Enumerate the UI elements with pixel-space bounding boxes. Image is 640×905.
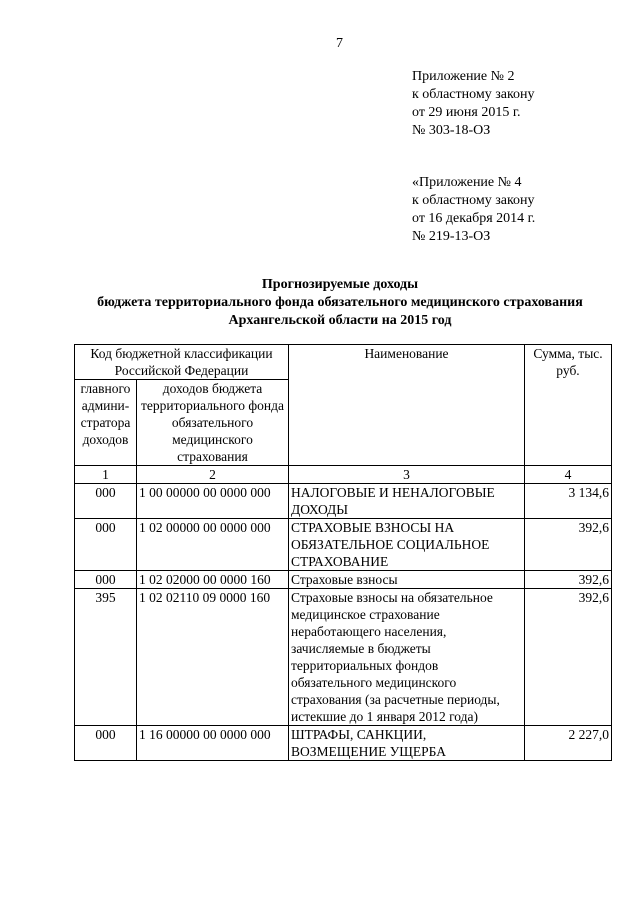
- appendix-4-line: «Приложение № 4: [412, 175, 522, 190]
- appendix-2-line: от 29 июня 2015 г.: [412, 105, 521, 120]
- table-row: [75, 519, 612, 571]
- budget-code: 1 02 02000 00 0000 160: [137, 571, 289, 589]
- table-header-row: [75, 345, 612, 380]
- admin-code: 000: [75, 726, 137, 761]
- table-row: [75, 726, 612, 761]
- income-name: НАЛОГОВЫЕ И НЕНАЛОГОВЫЕ ДОХОДЫ: [289, 484, 525, 519]
- income-sum: 392,6: [525, 519, 612, 571]
- appendix-2-line: к областному закону: [412, 87, 535, 102]
- table-row: [75, 484, 612, 519]
- appendix-2-line: № 303-18-ОЗ: [412, 123, 491, 138]
- appendix-2-reference: [412, 68, 535, 140]
- column-number: 2: [137, 466, 289, 484]
- income-table: [74, 344, 612, 761]
- income-name: СТРАХОВЫЕ ВЗНОСЫ НА ОБЯЗАТЕЛЬНОЕ СОЦИАЛЬНОЕ СТРАХОВАНИЕ: [289, 519, 525, 571]
- title-line: Прогнозируемые доходы: [261, 277, 419, 292]
- admin-code: 395: [75, 589, 137, 726]
- admin-code: 000: [75, 519, 137, 571]
- admin-code: 000: [75, 571, 137, 589]
- income-name: Страховые взносы на обязательное медицинское страхование неработающего населения, зачисляемые в бюджеты территориальных фондов обязательного медицинского страхования (за расчетные периоды, истекшие до 1 января 2012 года): [289, 589, 525, 726]
- income-name: Страховые взносы: [289, 571, 525, 589]
- income-name: ШТРАФЫ, САНКЦИИ, ВОЗМЕЩЕНИЕ УЩЕРБА: [289, 726, 525, 761]
- admin-code: 000: [75, 484, 137, 519]
- table-row: [75, 589, 612, 726]
- document-title: [60, 276, 620, 330]
- column-number: 1: [75, 466, 137, 484]
- income-sum: 3 134,6: [525, 484, 612, 519]
- budget-code: 1 02 02110 09 0000 160: [137, 589, 289, 726]
- header-name: Наименование: [289, 345, 525, 466]
- income-sum: 392,6: [525, 589, 612, 726]
- budget-code: 1 00 00000 00 0000 000: [137, 484, 289, 519]
- page-number: 7: [336, 36, 343, 51]
- header-code: Код бюджетной классификации Российской Федерации: [75, 345, 289, 380]
- budget-code: 1 16 00000 00 0000 000: [137, 726, 289, 761]
- appendix-4-reference: [412, 174, 535, 246]
- budget-code: 1 02 00000 00 0000 000: [137, 519, 289, 571]
- appendix-4-line: от 16 декабря 2014 г.: [412, 211, 536, 226]
- column-number: 4: [525, 466, 612, 484]
- column-number-row: [75, 466, 612, 484]
- subheader-income: доходов бюджета территориального фонда обязательного медицинского страхования: [137, 380, 289, 466]
- appendix-2-line: Приложение № 2: [412, 69, 515, 84]
- appendix-4-line: к областному закону: [412, 193, 535, 208]
- header-sum: Сумма, тыс. руб.: [525, 345, 612, 466]
- title-line: Архангельской области на 2015 год: [228, 313, 452, 328]
- appendix-4-line: № 219-13-ОЗ: [412, 229, 491, 244]
- column-number: 3: [289, 466, 525, 484]
- title-line: бюджета территориального фонда обязательного медицинского страхования: [97, 295, 583, 310]
- income-sum: 392,6: [525, 571, 612, 589]
- income-sum: 2 227,0: [525, 726, 612, 761]
- table-row: [75, 571, 612, 589]
- subheader-admin: главного админи- стратора доходов: [75, 380, 137, 466]
